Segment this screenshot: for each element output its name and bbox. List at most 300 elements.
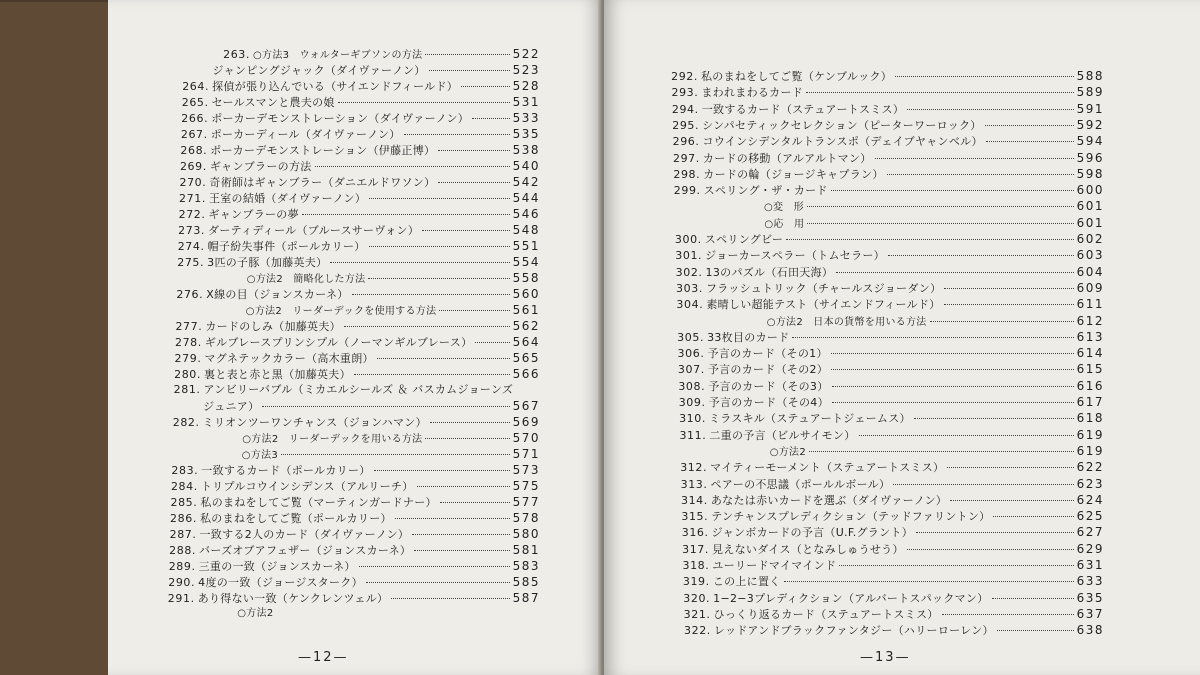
dot-leader [440,502,510,503]
dot-leader [374,470,510,471]
entry-number: 263. [223,48,250,61]
dot-leader [344,326,510,327]
dot-leader [438,182,509,183]
entry-title: ひっくり返るカード（ステュアートスミス） [713,607,939,621]
dot-leader [395,518,510,519]
toc-entry [202,270,540,286]
entry-title: セールスマンと農夫の娘 [211,96,335,109]
entry-title: ポーカーディール（ダイヴァーノン） [210,128,401,141]
entry-title: 素晴しい超能テスト（サイエンドフィールド） [706,298,941,312]
entry-number: 306. [677,347,705,361]
entry-title: バーズオブアフェザー（ジョンスカーネ） [199,544,412,557]
toc-entry [201,302,540,318]
entry-title: 三重の一致（ジョンスカーネ） [198,560,356,573]
entry-number: 314. [680,493,708,507]
entry-number: 292. [671,70,698,83]
entry-title: 奇術師はギャンブラー（ダニエルドワソン） [209,176,436,189]
toc-entry [158,414,540,430]
toc-entry [660,231,1104,247]
toc-entry [666,476,1105,492]
entry-number: 302. [675,265,703,279]
entry-number: 287. [169,528,197,541]
dot-leader [944,304,1074,305]
dot-leader [417,486,510,487]
entry-number: 316. [681,526,709,540]
dot-leader [806,92,1074,93]
toc-entry [666,492,1104,508]
entry-page-number: 535 [512,127,540,141]
entry-page-number: 565 [512,351,540,365]
toc-entry [163,238,540,254]
entry-page-number: 604 [1076,264,1104,279]
left-page-number: —12— [298,650,349,665]
entry-page-number: 629 [1076,541,1104,556]
entry-title: マグネテックカラー（高木重朗） [204,352,374,365]
entry-number: 290. [168,576,196,589]
toc-entry [660,247,1104,263]
dot-leader [839,565,1073,566]
entry-title: まわれまわるカード [701,86,804,100]
dot-leader [907,549,1074,550]
dot-leader [875,158,1074,159]
entry-page-number: 578 [512,511,540,525]
dot-leader [992,598,1074,599]
entry-page-number: 542 [512,175,540,189]
toc-entry [662,345,1104,361]
entry-page-number: 638 [1076,623,1104,638]
entry-title: 予言のカード（その2） [707,363,829,377]
dot-leader [412,534,509,535]
entry-title: 私のまねをしてご覧（マーティンガードナー） [200,496,437,509]
toc-entry [669,622,1104,638]
dot-leader [425,438,509,439]
dot-leader [425,54,509,55]
entry-title: トリプルコウインシデンス（アルリーチ） [200,480,414,493]
entry-number: 294. [671,102,699,116]
entry-title: スペリングビー [704,233,784,246]
dot-leader [338,102,510,103]
entry-title: 探偵が張り込んでいる（サイエンドフィールド） [212,80,459,93]
entry-title: ペアーの不思議（ポールルボール） [710,477,891,491]
entry-page-number: 615 [1076,362,1104,377]
entry-title: ジャンボカードの予言（U.F.グラント） [711,526,914,540]
entry-number: 318. [682,559,710,572]
entry-page-number: 580 [512,527,540,541]
entry-number: 299. [673,184,701,198]
entry-title: ギルブレースプリンシプル（ノーマンギルブレース） [204,336,473,349]
dot-leader [916,532,1074,533]
entry-number: 271. [179,192,206,205]
right-toc-list [604,0,1200,675]
entry-title: ○方法3 ウォルターギブソンの方法 [253,50,423,61]
entry-number: 285. [170,496,198,509]
dot-leader [832,386,1074,387]
entry-title: 33枚目のカード [707,330,790,344]
entry-page-number: 614 [1076,346,1104,361]
entry-title: 4度の一致（ジョージスターク） [198,576,363,589]
toc-entry [719,198,1104,214]
toc-entry [166,126,540,142]
entry-number: 288. [169,544,197,557]
entry-number: 281. [173,383,201,396]
toc-entry [669,606,1104,622]
entry-number: 273. [178,224,206,237]
entry-number: 301. [675,249,703,263]
entry-number: 322. [684,624,711,638]
entry-title: 3匹の子豚（加藤英夫） [207,256,328,269]
entry-title: ジャンピングジャック（ダイヴァーノン） [212,64,426,77]
toc-entry [664,394,1104,410]
dot-leader [809,451,1074,452]
entry-page-number: 546 [512,207,540,221]
dot-leader [893,484,1073,485]
dot-leader [439,310,509,311]
entry-number: 321. [683,607,711,621]
toc-entry [163,222,540,238]
entry-number: 289. [168,560,196,573]
entry-page-number: 558 [512,271,540,285]
entry-title: 王室の結婚（ダイヴァーノン） [208,192,367,205]
entry-number: 275. [177,256,205,269]
toc-entry [167,94,540,110]
entry-title: 私のまねをしてご覧（ポールカリー） [199,512,392,525]
toc-entry [658,166,1104,182]
entry-number: 311. [679,428,707,442]
dot-leader [366,582,510,583]
entry-title: 予言のカード（その1） [707,347,828,361]
toc-entry [666,508,1104,524]
entry-page-number: 619 [1076,443,1104,458]
toc-entry [155,526,541,542]
entry-page-number: 587 [512,591,540,605]
toc-entry [722,313,1104,329]
entry-page-number: 589 [1076,85,1104,100]
toc-entry [153,590,540,606]
dot-leader [377,358,510,359]
entry-number: 312. [680,461,708,475]
toc-entry [667,541,1104,557]
entry-page-number: 625 [1076,509,1104,524]
toc-entry [668,590,1104,606]
entry-title: ポーカーデモンストレーション（ダイヴァーノン） [211,112,470,125]
entry-number: 283. [171,464,199,477]
entry-title: X線の目（ジョンスカーネ） [206,288,349,301]
dot-leader [859,435,1074,436]
entry-number: 315. [681,510,709,524]
dot-leader [832,402,1074,403]
entry-number: 284. [170,480,198,493]
entry-page-number: 528 [512,79,540,93]
dot-leader [281,454,510,455]
entry-page-number: 523 [512,63,540,77]
entry-page-number: 571 [512,447,540,461]
entry-title: ダーティディール（ブルースサーヴォン） [208,224,420,237]
entry-number: 276. [176,288,204,301]
entry-title: スペリング・ザ・カード [703,184,828,198]
toc-entry [663,378,1104,394]
entry-title: ○方法3 [241,450,279,461]
entry-number: 268. [180,144,208,157]
entry-number: 266. [181,112,209,125]
dot-leader [438,150,509,151]
toc-entry [663,361,1104,377]
dot-leader [944,288,1073,289]
dot-leader [315,166,510,167]
left-toc-list [108,0,602,675]
toc-entry [167,78,540,94]
entry-title: ギャンブラーの夢 [208,208,299,221]
entry-title: 一致する2人のカード（ダイヴァーノン） [199,528,410,541]
dot-leader [907,109,1073,110]
toc-entry [665,459,1104,475]
entry-page-number: 581 [512,543,540,557]
entry-title: フラッシュトリック（チャールスジョーダン） [705,281,942,295]
entry-title: ○方法2 リーダーデックを用いる方法 [242,434,423,445]
entry-page-number: 562 [512,319,540,333]
toc-entry [664,427,1104,443]
dot-leader [831,190,1074,191]
dot-leader [942,614,1074,615]
dot-leader [422,230,509,231]
entry-title: この上に置く [712,575,781,589]
entry-page-number: 540 [512,159,540,173]
toc-entry [656,68,1104,84]
toc-entry [159,350,540,366]
toc-entry [154,558,540,574]
dot-leader [930,321,1074,322]
entry-title: 1−2−3プレディクション（アルバートスパックマン） [713,591,989,605]
toc-entry [160,318,540,334]
entry-number: 308. [678,379,706,393]
entry-number: 293. [671,86,699,100]
entry-number: 309. [678,396,706,409]
entry-title: テンチャンスプレディクション（テッドファリントン） [711,510,991,524]
toc-entry [164,174,540,190]
toc-entry [197,446,540,462]
dot-leader [895,76,1073,77]
dot-leader [430,422,510,423]
toc-entry [160,334,540,350]
entry-page-number: 533 [512,111,540,125]
entry-page-number: 561 [512,303,540,317]
entry-title: レッドアンドブラックファンタジー（ハリーローレン） [713,624,994,638]
entry-page-number: 622 [1076,460,1104,475]
entry-title: シンパセティックセレクション（ピーターワーロック） [702,118,982,132]
dot-leader [262,406,509,407]
toc-entry [161,286,540,302]
entry-page-number: 566 [512,367,540,381]
entry-title: あり得ない一致（ケンクレンツェル） [197,592,389,605]
entry-title: ○方法2 日本の貨幣を用いる方法 [766,316,927,328]
entry-page-number: 583 [512,559,540,573]
entry-number: 297. [672,151,700,165]
entry-page-number: 551 [512,239,540,253]
entry-title: ○方法2 簡略化した方法 [246,274,366,285]
entry-page-number: 522 [512,47,540,61]
entry-page-number: 619 [1076,427,1104,442]
dot-leader [993,516,1073,517]
entry-page-number: 567 [512,399,540,413]
entry-page-number: 544 [512,191,540,205]
toc-entry [168,62,540,78]
toc-entry [158,398,540,414]
entry-title: 13のパズル（石田天海） [705,265,834,279]
entry-page-number: 570 [512,431,540,445]
entry-page-number: 611 [1076,297,1104,312]
entry-page-number: 573 [512,463,540,477]
entry-number: 313. [680,477,708,491]
entry-number: 317. [682,542,710,556]
dot-leader [950,500,1073,501]
entry-title: ○変 形 [764,202,804,214]
dot-leader [888,255,1074,256]
dot-leader [784,581,1074,582]
entry-title: ポーカーデモンストレーション（伊藤正博） [210,144,436,157]
dot-leader [986,141,1074,142]
entry-page-number: 623 [1076,476,1104,491]
entry-page-number: 635 [1076,590,1104,605]
entry-number: 278. [174,336,202,349]
entry-number: 291. [167,592,195,605]
toc-entry [155,510,540,526]
entry-title: マイティーモーメント（ステュアートスミス） [710,461,945,475]
entry-title: ミラスキル（ステュアートジェームス） [708,412,911,426]
toc-entry [162,254,540,270]
toc-entry [159,382,540,398]
toc-entry [661,264,1104,280]
toc-entry [661,296,1104,312]
toc-entry [156,462,540,478]
entry-number: 274. [177,240,205,253]
dot-leader [786,239,1073,240]
entry-number: 279. [174,352,202,365]
dot-leader [429,70,510,71]
entry-number: 305. [677,330,705,344]
entry-title: 帽子紛失事件（ポールカリー） [207,240,366,253]
dot-leader [414,550,509,551]
entry-page-number: 637 [1076,606,1104,621]
entry-title: ○方法2 リーダーデックを使用する方法 [245,306,437,317]
entry-page-number: 617 [1076,395,1104,409]
entry-title: 二重の予言（ビルサイモン） [709,428,856,442]
toc-entry [159,366,540,382]
toc-entry [164,190,540,206]
entry-title: ユーリードマイマインド [712,559,837,572]
dot-leader [369,198,509,199]
entry-page-number: 591 [1076,101,1104,116]
entry-number: 286. [170,512,197,525]
entry-title: ○方法2 [237,608,274,619]
dot-leader [831,369,1073,370]
entry-page-number: 554 [512,255,540,269]
entry-number: 304. [676,298,704,312]
entry-number: 264. [182,80,210,93]
entry-page-number: 600 [1076,183,1104,198]
entry-page-number: 548 [512,223,540,237]
entry-number: 270. [179,176,207,189]
toc-entry [166,110,540,126]
toc-entry [664,410,1104,426]
entry-number: 265. [181,96,209,109]
entry-page-number: 624 [1076,492,1104,507]
entry-number: 280. [174,368,201,381]
toc-entry [662,329,1104,345]
entry-page-number: 627 [1076,525,1104,540]
right-page [604,0,1200,675]
dot-leader [475,342,509,343]
entry-page-number: 603 [1076,248,1104,263]
entry-page-number: 601 [1076,199,1104,214]
entry-page-number: 577 [512,495,540,509]
toc-entry [667,524,1104,540]
entry-page-number: 592 [1076,117,1104,132]
entry-page-number: 588 [1076,69,1104,83]
entry-title: カードの輪（ジョージキャプラン） [703,167,884,181]
dot-leader [391,598,509,599]
entry-page-number: 585 [512,575,540,589]
entry-page-number: 618 [1076,411,1104,426]
toc-entry [657,101,1104,117]
dot-leader [461,86,510,87]
entry-page-number: 598 [1076,166,1104,181]
dot-leader [831,353,1074,354]
dot-leader [369,246,510,247]
toc-entry [165,142,540,158]
entry-page-number: 633 [1076,574,1104,589]
toc-entry [154,542,540,558]
toc-entry [156,478,540,494]
toc-entry [725,443,1104,459]
entry-title: コウインシデンタルトランスポ（デェイブヤャンベル） [702,135,983,149]
right-page-number: —13— [860,650,911,665]
toc-entry [153,574,540,590]
toc-entry [661,280,1104,296]
entry-title: ミリオンツーワンチャンス（ジョンハマン） [202,416,427,429]
entry-title: アンビリーバブル（ミカエルシールズ ＆ バスカムジョーンズ [203,383,514,396]
dot-leader [404,134,510,135]
dot-leader [914,418,1074,419]
entry-number: 319. [682,575,710,589]
toc-entry [658,133,1104,149]
entry-page-number: 601 [1076,215,1104,230]
toc-entry [659,182,1104,198]
entry-title: ジョーカースペラー（トムセラー） [705,249,885,263]
entry-number: 298. [673,167,701,181]
entry-number: 267. [180,128,208,141]
entry-number: 269. [179,160,207,173]
dot-leader [985,125,1074,126]
entry-page-number: 538 [512,143,540,157]
dot-leader [792,337,1073,338]
entry-title: 一致するカード（ポールカリー） [201,464,371,477]
entry-title: 予言のカード（その4） [708,396,829,409]
entry-page-number: 560 [512,287,540,301]
dot-leader [354,374,510,375]
dot-leader [472,118,509,119]
toc-entry [165,158,540,174]
entry-page-number: 575 [512,479,540,493]
entry-title: 見えないダイス（となみしゅうせう） [712,542,904,556]
dot-leader [836,272,1073,273]
entry-page-number: 596 [1076,150,1104,165]
dot-leader [887,174,1074,175]
dot-leader [368,278,509,279]
entry-number: 303. [676,281,703,295]
entry-number: 310. [679,412,706,426]
toc-entry [155,494,540,510]
entry-page-number: 616 [1076,378,1104,393]
entry-title: ギャンブラーの方法 [209,160,312,173]
